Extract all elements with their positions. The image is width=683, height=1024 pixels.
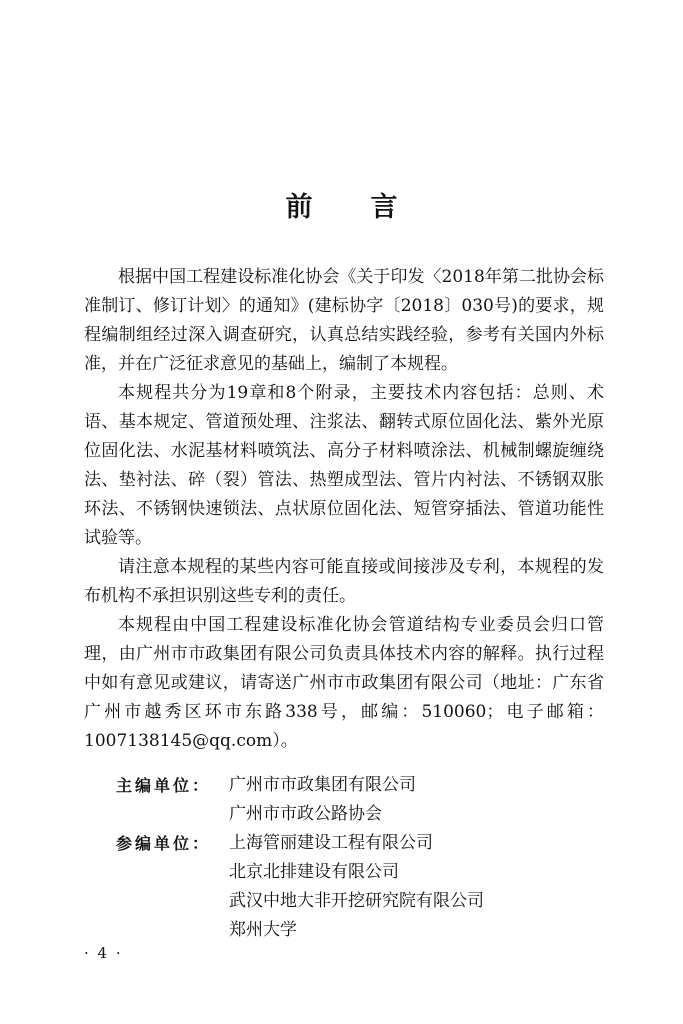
paragraph-management: 本规程由中国工程建设标准化协会管道结构专业委员会归口管理，由广州市市政集团有限公司负责具体技术内容的解释。执行过程中如有意见或建议，请寄送广州市市政集团有限公司（地址：广东省广州市越秀区环市东路338号，邮编：510060；电子邮箱：1007138145@qq.com）。 [84,615,604,751]
participating-units-list [229,829,484,945]
participating-units [116,829,616,945]
preface-body [84,263,604,756]
participating-unit-item: 郑州大学 [229,920,297,940]
editing-units [116,771,616,945]
page-number: · 4 · [84,944,123,962]
paragraph-background: 根据中国工程建设标准化协会《关于印发〈2018年第二批协会标准制订、修订计划〉的通知》(建标协字〔2018〕030号)的要求，规程编制组经过深入调查研究，认真总结实践经验，参考有关国内外标准，并在广泛征求意见的基础上，编制了本规程。 [84,267,604,374]
paragraph-contents: 本规程共分为19章和8个附录，主要技术内容包括：总则、术语、基本规定、管道预处理、注浆法、翻转式原位固化法、紫外光原位固化法、水泥基材料喷筑法、高分子材料喷涂法、机械制螺旋缠绕法、垫衬法、碎（裂）管法、热塑成型法、管片内衬法、不锈钢双胀环法、不锈钢快速锁法、点状原位固化法、短管穿插法、管道功能性试验等。 [84,383,604,548]
participating-unit-item: 武汉中地大非开挖研究院有限公司 [229,891,484,911]
chief-units [116,771,616,829]
chief-units-label: 主编单位： [116,776,212,795]
chief-units-list [229,771,416,829]
chief-unit-item: 广州市市政公路协会 [229,804,382,824]
participating-unit-item: 上海管丽建设工程有限公司 [229,833,433,853]
participating-units-label: 参编单位： [116,834,212,853]
chief-unit-item: 广州市市政集团有限公司 [229,775,416,795]
paragraph-patent-notice: 请注意本规程的某些内容可能直接或间接涉及专利，本规程的发布机构不承担识别这些专利的责任。 [84,557,604,606]
participating-unit-item: 北京北排建设有限公司 [229,862,399,882]
page-title: 前言 [285,192,456,223]
